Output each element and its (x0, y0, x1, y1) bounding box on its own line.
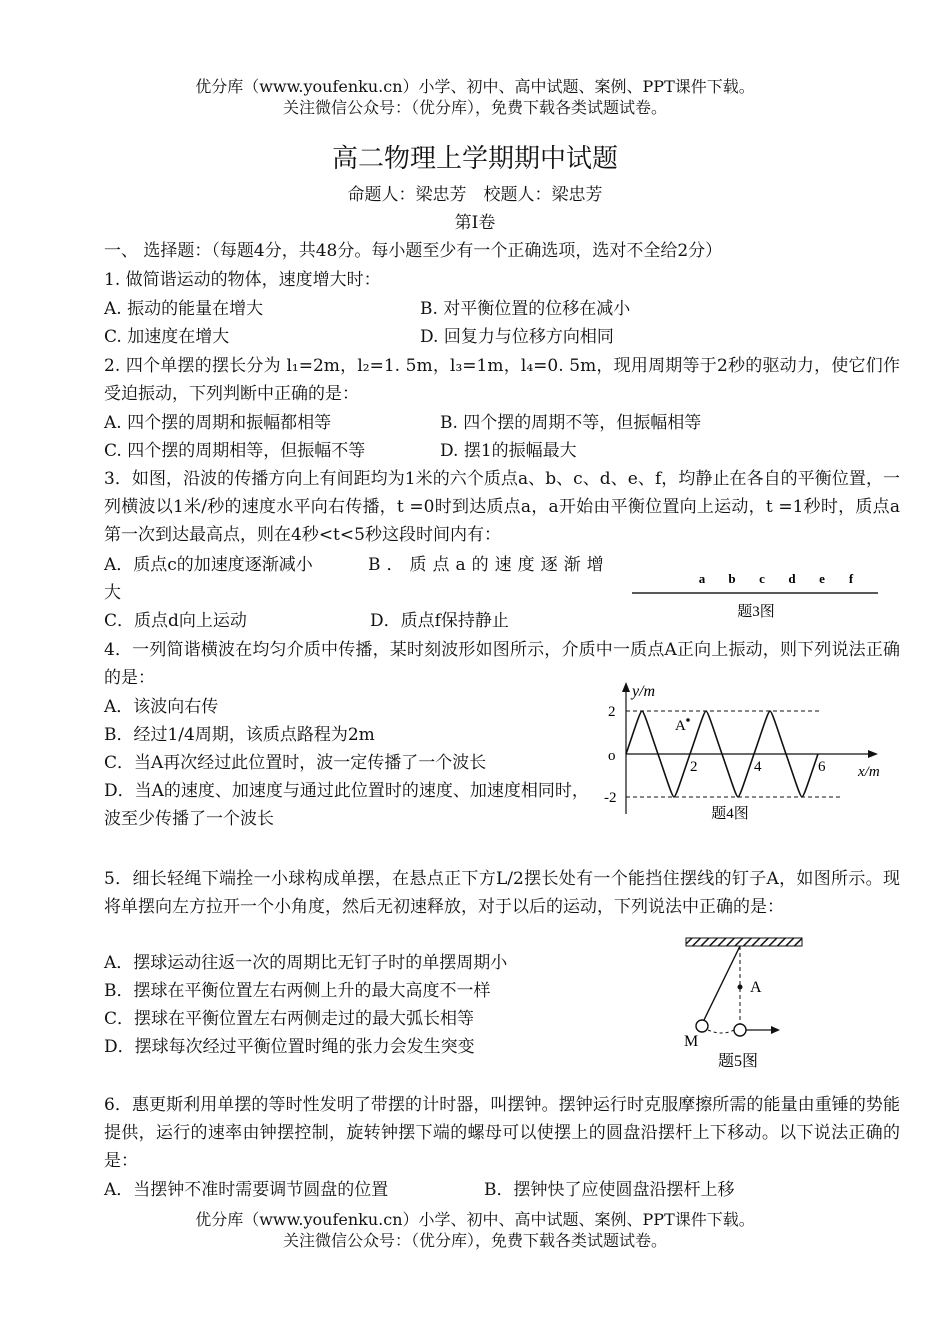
q4-option-a: A．该波向右传 (104, 697, 219, 717)
q4-x-label: x/m (858, 764, 880, 780)
page-title: 高二物理上学期期中试题 (331, 144, 618, 174)
q4-stem: 4．一列简谐横波在均匀介质中传播，某时刻波形如图所示，介质中一质点A正向上振动，则下列说法正确的是： (104, 640, 900, 688)
q3-option-d: D．质点f保持静止 (370, 611, 509, 631)
q4-origin: o (608, 748, 616, 764)
q4-y-tick-neg2: -2 (604, 790, 617, 806)
q1-option-a: A. 振动的能量在增大 (104, 299, 264, 319)
q4-option-c: C．当A再次经过此位置时，波一定传播了一个波长 (104, 753, 487, 773)
q5-arrowhead (771, 1026, 780, 1034)
q6-option-b: B．摆钟快了应使圆盘沿摆杆上移 (484, 1180, 735, 1200)
q2-stem: 2. 四个单摆的摆长分为 l₁=2m，l₂=1. 5m，l₃=1m，l₄=0. 5m，现用周期等于2秒的驱动力，使它们作受迫振动，下列判断中正确的是： (104, 356, 900, 404)
q3-point-c: c (759, 571, 765, 586)
q6-option-a: A．当摆钟不准时需要调节圆盘的位置 (104, 1180, 389, 1200)
q3-caption: 题3图 (737, 604, 775, 620)
section-intro: 一、 选择题：（每题4分，共48分。每小题至少有一个正确选项，选对不全给2分） (104, 241, 723, 261)
q5-option-d: D．摆球每次经过平衡位置时绳的张力会发生突变 (104, 1037, 475, 1057)
q3-option-a: A．质点c的加速度逐渐减小 (104, 555, 313, 575)
q5-option-c: C．摆球在平衡位置左右两侧走过的最大弧长相等 (104, 1009, 475, 1029)
q4-x-tick-6: 6 (818, 759, 826, 775)
q4-figure (600, 676, 900, 826)
q3-point-b: b (728, 571, 736, 586)
q4-x-tick-2: 2 (690, 759, 698, 775)
q4-y-tick-2: 2 (608, 704, 616, 720)
q1-option-b: B. 对平衡位置的位移在减小 (420, 299, 631, 319)
q5-option-a: A．摆球运动往返一次的周期比无钉子时的单摆周期小 (104, 953, 508, 973)
q3-option-c: C．质点d向上运动 (104, 611, 247, 631)
q3-point-f: f (848, 571, 854, 586)
footer-line-1: 优分库（www.youfenku.cn）小学、初中、高中试题、案例、PPT课件下载。 (195, 1210, 755, 1229)
q5-string (704, 946, 740, 1020)
q5-nail-label: A (750, 979, 762, 996)
q4-caption: 题4图 (711, 806, 749, 822)
q4-y-arrow (622, 682, 630, 692)
q5-arc (708, 1030, 734, 1033)
q5-nail (738, 985, 743, 990)
q5-ball-left (696, 1020, 708, 1032)
q5-ball-label: M (684, 1033, 699, 1050)
q3-point-d: d (788, 571, 796, 586)
q4-point-dot (686, 718, 690, 722)
q2-option-c: C. 四个摆的周期相等，但振幅不等 (104, 441, 366, 461)
q4-x-tick-4: 4 (754, 759, 762, 775)
q5-caption: 题5图 (717, 1053, 759, 1070)
q3-stem: 3．如图，沿波的传播方向上有间距均为1米的六个质点a、b、c、d、e、f，均静止在各自的平衡位置，一列横波以1米/秒的速度水平向右传播，t =0时到达质点a，a开始由平衡位置向上运动，t =1秒时，质点a第一次到达最高点，则在4秒<t<5秒这段时间内有： (104, 469, 900, 545)
header-line-2: 关注微信公众号：（优分库），免费下载各类试题试卷。 (282, 98, 667, 117)
q3-point-a: a (698, 571, 706, 586)
footer-line-2: 关注微信公众号：（优分库），免费下载各类试题试卷。 (282, 1231, 667, 1250)
header-line-1: 优分库（www.youfenku.cn）小学、初中、高中试题、案例、PPT课件下载。 (195, 77, 755, 96)
q2-option-b: B. 四个摆的周期不等，但振幅相等 (440, 413, 702, 433)
q5-figure (680, 932, 810, 1074)
q4-option-d: D．当A的速度、加速度与通过此位置时的速度、加速度相同时，波至少传播了一个波长 (104, 781, 589, 829)
q3-figure (620, 560, 890, 626)
q3-point-e: e (819, 571, 825, 586)
q4-x-arrow (868, 750, 878, 758)
q1-option-d: D. 回复力与位移方向相同 (420, 327, 614, 347)
q6-stem: 6．惠更斯利用单摆的等时性发明了带摆的计时器，叫摆钟。摆钟运行时克服摩擦所需的能量由重锤的势能提供，运行的速率由钟摆控制，旋转钟摆下端的螺母可以使摆上的圆盘沿摆杆上下移动。以下说法正确的是： (104, 1095, 900, 1171)
q2-option-a: A. 四个摆的周期和振幅都相等 (104, 413, 332, 433)
q4-point-label: A (675, 718, 686, 734)
q4-y-label: y/m (632, 683, 656, 700)
q4-option-b: B．经过1/4周期，该质点路程为2m (104, 725, 375, 745)
q5-option-b: B．摆球在平衡位置左右两侧上升的最大高度不一样 (104, 981, 491, 1001)
q3-options-ab (104, 551, 620, 607)
q1-stem: 1. 做简谐运动的物体，速度增大时： (104, 270, 381, 290)
volume-label: 第Ⅰ卷 (454, 213, 496, 233)
q1-option-c: C. 加速度在增大 (104, 327, 230, 347)
q2-option-d: D. 摆1的振幅最大 (440, 441, 577, 461)
q3-option-b: B．质点a的速度逐渐增大 (104, 555, 610, 603)
q5-ball-bottom (734, 1024, 746, 1036)
q5-stem: 5．细长轻绳下端拴一小球构成单摆，在悬点正下方L/2摆长处有一个能挡住摆线的钉子A，如图所示。现将单摆向左方拉开一个小角度，然后无初速释放，对于以后的运动，下列说法中正确的是： (104, 869, 900, 917)
q5-ceiling (686, 938, 802, 946)
authors: 命题人：梁忠芳 校题人：梁忠芳 (347, 185, 603, 205)
